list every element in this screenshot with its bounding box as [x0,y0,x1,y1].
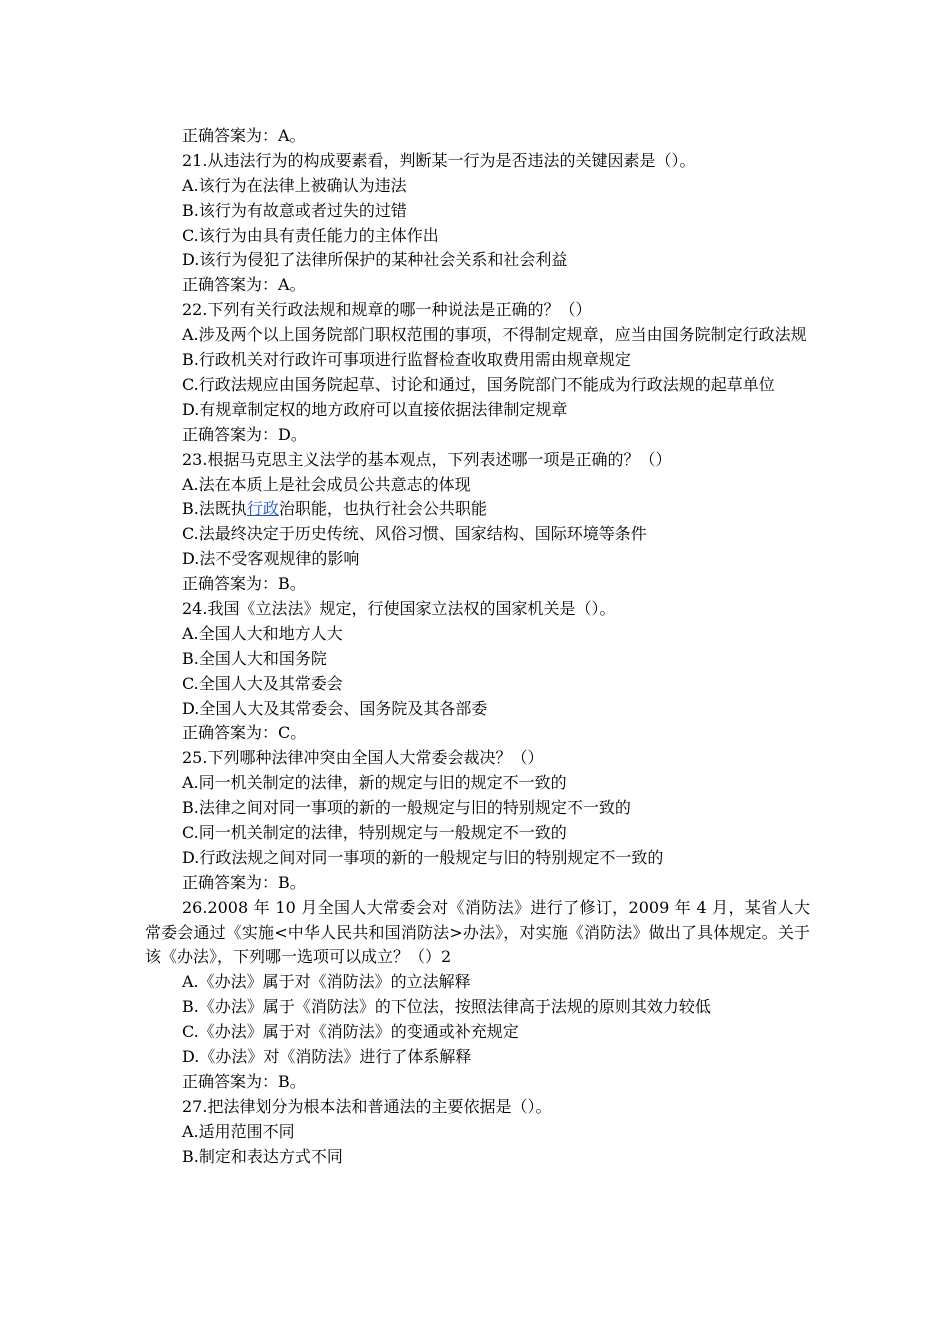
answer-line: 正确答案为：B。 [182,872,306,892]
answer-line: 正确答案为：C。 [182,723,307,743]
question-23: 23.根据马克思主义法学的基本观点，下列表述哪一项是正确的？（） [182,449,672,469]
answer-line: 正确答案为：D。 [182,424,307,444]
option-line: C.行政法规应由国务院起草、讨论和通过，国务院部门不能成为行政法规的起草单位 [182,374,775,394]
option-line: A.涉及两个以上国务院部门职权范围的事项，不得制定规章，应当由国务院制定行政法规 [182,325,807,345]
option-line: A.《办法》属于对《消防法》的立法解释 [182,972,471,992]
option-line: C.该行为由具有责任能力的主体作出 [182,225,439,245]
option-line: D.该行为侵犯了法律所保护的某种社会关系和社会利益 [182,250,568,270]
question-26: 26.2008 年 10 月全国人大常委会对《消防法》进行了修订，2009 年 4 月，某省人大常委会通过《实施<中华人民共和国消防法>办法》，对实施《消防法》做出了具体规定。关于该《办法》，下列哪一选项可以成立？（）2 [145,897,810,967]
answer-line: 正确答案为：A。 [182,126,306,145]
answer-line: 正确答案为：B。 [182,1071,306,1091]
option-line: D.全国人大及其常委会、国务院及其各部委 [182,698,488,718]
option-line: B.该行为有故意或者过失的过错 [182,200,407,220]
option-text: 治职能，也执行社会公共职能 [278,499,487,519]
option-text: B.法既执 [182,499,247,519]
option-line: B.法律之间对同一事项的新的一般规定与旧的特别规定不一致的 [182,798,631,818]
option-line: C.《办法》属于对《消防法》的变通或补充规定 [182,1022,519,1042]
option-line: C.法最终决定于历史传统、风俗习惯、国家结构、国际环境等条件 [182,524,647,544]
option-line: B.全国人大和国务院 [182,648,327,668]
option-line: D.有规章制定权的地方政府可以直接依据法律制定规章 [182,399,568,419]
option-line: B.制定和表达方式不同 [182,1146,343,1166]
option-line: A.适用范围不同 [182,1121,295,1141]
option-line: C.同一机关制定的法律，特别规定与一般规定不一致的 [182,822,567,842]
option-line: D.行政法规之间对同一事项的新的一般规定与旧的特别规定不一致的 [182,847,664,867]
option-line: A.全国人大和地方人大 [182,623,343,643]
option-line: C.全国人大及其常委会 [182,673,343,693]
question-25: 25.下列哪种法律冲突由全国人大常委会裁决？（） [182,748,544,768]
option-line: A.法在本质上是社会成员公共意志的体现 [182,474,471,494]
question-21: 21.从违法行为的构成要素看，判断某一行为是否违法的关键因素是（）。 [182,150,696,170]
option-line: D.《办法》对《消防法》进行了体系解释 [182,1047,472,1067]
option-line: A.同一机关制定的法律，新的规定与旧的规定不一致的 [182,773,567,793]
option-line [145,497,810,522]
option-line: B.《办法》属于《消防法》的下位法，按照法律高于法规的原则其效力较低 [182,997,711,1017]
option-line: D.法不受客观规律的影响 [182,549,360,569]
question-22: 22.下列有关行政法规和规章的哪一种说法是正确的？（） [182,300,592,320]
answer-line: 正确答案为：A。 [182,275,306,295]
option-line: A.该行为在法律上被确认为违法 [182,175,407,195]
hyperlink[interactable]: 行政 [246,499,279,519]
question-27: 27.把法律划分为根本法和普通法的主要依据是（）。 [182,1096,552,1116]
document-body [145,124,810,1169]
option-line: B.行政机关对行政许可事项进行监督检查收取费用需由规章规定 [182,350,631,370]
question-24: 24.我国《立法法》规定，行使国家立法权的国家机关是（）。 [182,598,616,618]
answer-line: 正确答案为：B。 [182,574,306,594]
